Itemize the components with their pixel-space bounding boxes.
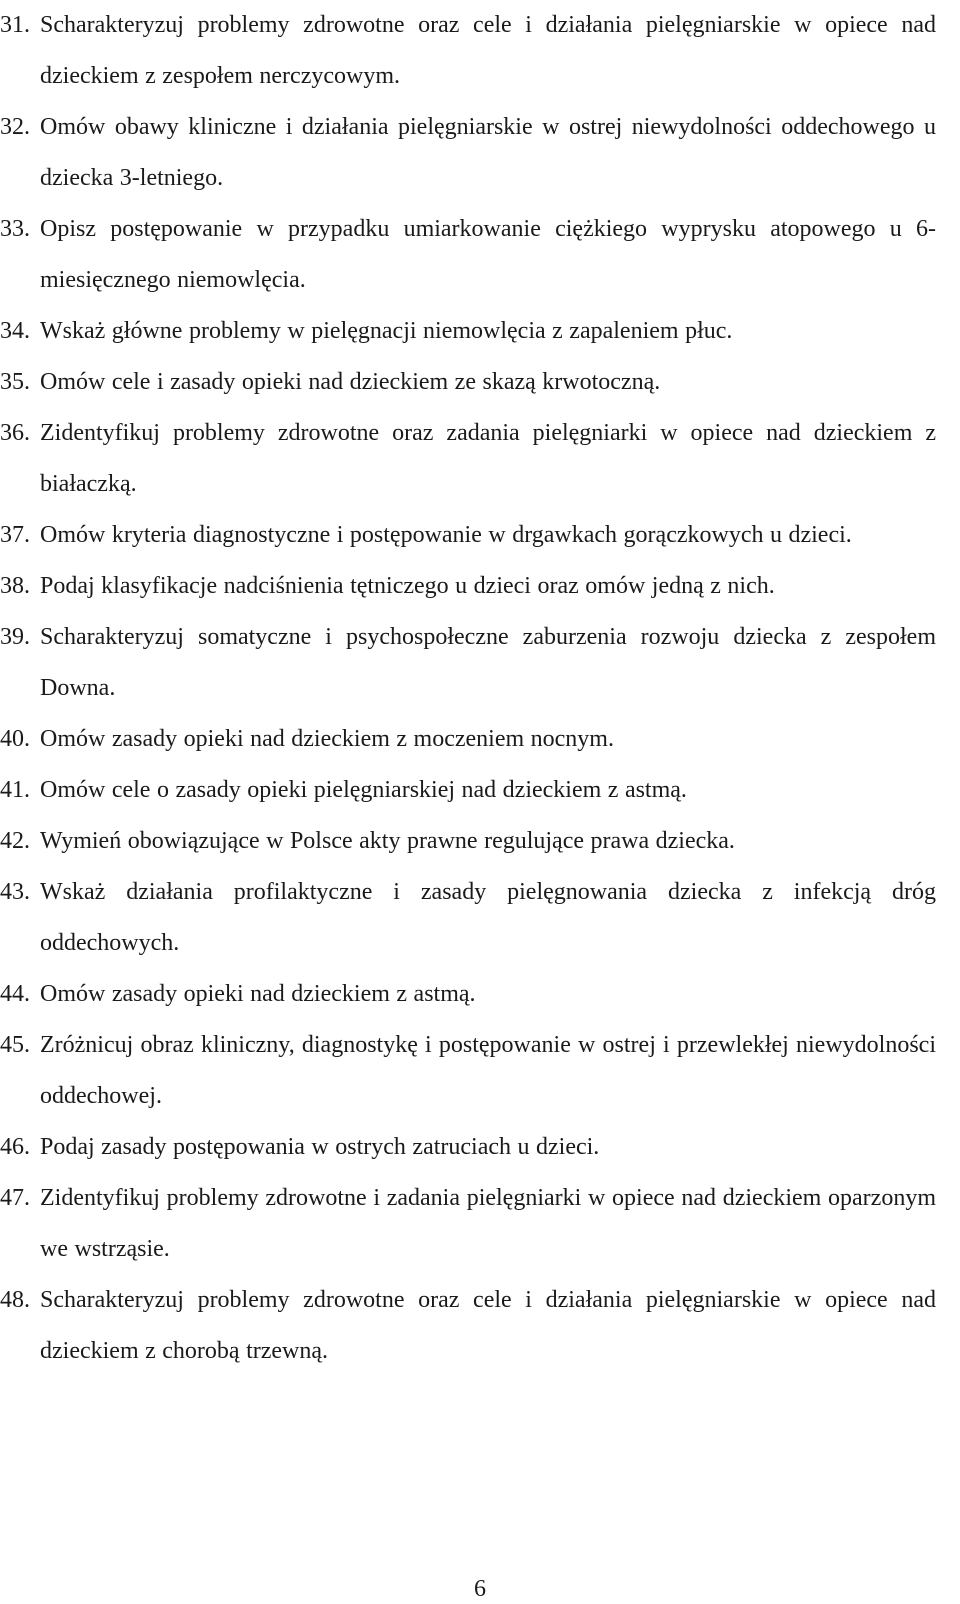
question-text: Scharakteryzuj somatyczne i psychospołeczne zaburzenia rozwoju dziecka z zespołem Downa. (40, 624, 936, 701)
question-text: Wymień obowiązujące w Polsce akty prawne regulujące prawa dziecka. (40, 828, 735, 854)
question-text: Podaj zasady postępowania w ostrych zatruciach u dzieci. (40, 1134, 600, 1160)
question-text: Zidentyfikuj problemy zdrowotne oraz zadania pielęgniarki w opiece nad dzieckiem z białaczką. (40, 420, 936, 497)
question-text: Omów obawy kliniczne i działania pielęgniarskie w ostrej niewydolności oddechowego u dziecka 3-letniego. (40, 114, 936, 191)
question-text: Omów cele i zasady opieki nad dzieckiem ze skazą krwotoczną. (40, 369, 661, 395)
question-item (0, 102, 960, 204)
question-item (0, 1173, 960, 1275)
question-item (0, 0, 960, 102)
question-number: 35. (0, 369, 30, 395)
question-item (0, 969, 960, 1020)
question-text: Omów zasady opieki nad dzieckiem z astmą. (40, 981, 476, 1007)
question-item (0, 204, 960, 306)
question-item (0, 306, 960, 357)
question-item (0, 408, 960, 510)
question-item (0, 867, 960, 969)
question-number: 37. (0, 522, 30, 548)
question-number: 43. (0, 879, 30, 905)
question-number: 34. (0, 318, 30, 344)
question-number: 47. (0, 1185, 30, 1211)
question-number: 33. (0, 216, 30, 242)
question-text: Opisz postępowanie w przypadku umiarkowanie ciężkiego wyprysku atopowego u 6-miesięcznego niemowlęcia. (40, 216, 936, 293)
question-item (0, 357, 960, 408)
question-number: 44. (0, 981, 30, 1007)
question-item (0, 510, 960, 561)
question-text: Podaj klasyfikacje nadciśnienia tętniczego u dzieci oraz omów jedną z nich. (40, 573, 775, 599)
question-number: 40. (0, 726, 30, 752)
question-number: 41. (0, 777, 30, 803)
question-item (0, 561, 960, 612)
question-text: Zróżnicuj obraz kliniczny, diagnostykę i postępowanie w ostrej i przewlekłej niewydolności oddechowej. (40, 1032, 936, 1109)
question-text: Zidentyfikuj problemy zdrowotne i zadania pielęgniarki w opiece nad dzieckiem oparzonym we wstrząsie. (40, 1185, 936, 1262)
question-text: Scharakteryzuj problemy zdrowotne oraz cele i działania pielęgniarskie w opiece nad dzieckiem z chorobą trzewną. (40, 1287, 936, 1364)
question-text: Omów cele o zasady opieki pielęgniarskiej nad dzieckiem z astmą. (40, 777, 687, 803)
question-item (0, 1122, 960, 1173)
question-text: Scharakteryzuj problemy zdrowotne oraz cele i działania pielęgniarskie w opiece nad dzieckiem z zespołem nerczycowym. (40, 12, 936, 89)
question-item (0, 714, 960, 765)
question-number: 45. (0, 1032, 30, 1058)
question-item (0, 1275, 960, 1377)
question-text: Wskaż działania profilaktyczne i zasady pielęgnowania dziecka z infekcją dróg oddechowych. (40, 879, 936, 956)
question-number: 31. (0, 12, 30, 38)
question-text: Omów kryteria diagnostyczne i postępowanie w drgawkach gorączkowych u dzieci. (40, 522, 852, 548)
page-number: 6 (474, 1576, 486, 1602)
question-number: 32. (0, 114, 30, 140)
question-item (0, 765, 960, 816)
question-text: Wskaż główne problemy w pielęgnacji niemowlęcia z zapaleniem płuc. (40, 318, 733, 344)
question-number: 36. (0, 420, 30, 446)
question-item (0, 1020, 960, 1122)
question-number: 42. (0, 828, 30, 854)
question-item (0, 816, 960, 867)
question-number: 39. (0, 624, 30, 650)
question-number: 48. (0, 1287, 30, 1313)
question-number: 38. (0, 573, 30, 599)
question-item (0, 612, 960, 714)
question-number: 46. (0, 1134, 30, 1160)
question-text: Omów zasady opieki nad dzieckiem z moczeniem nocnym. (40, 726, 614, 752)
